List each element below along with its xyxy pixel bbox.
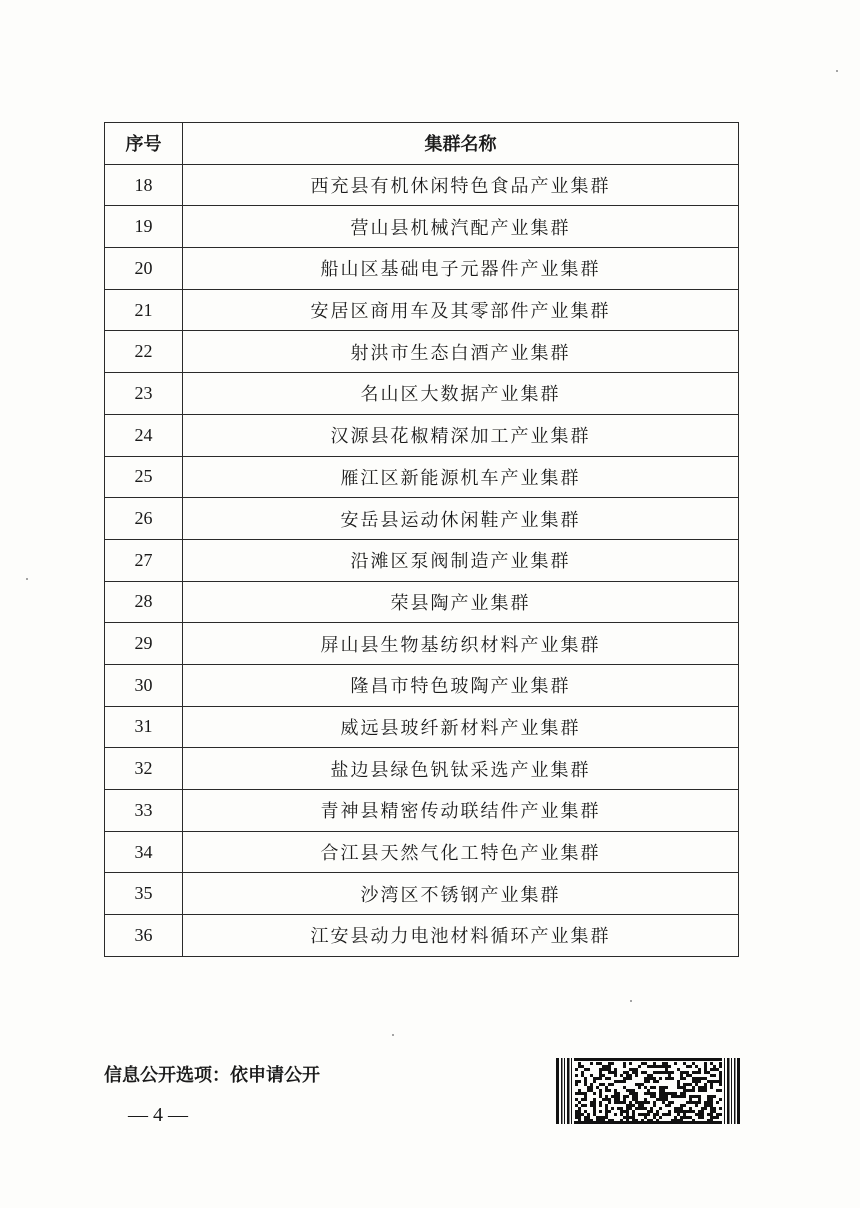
table-row [105,539,739,581]
row-index: 26 [105,498,183,540]
table-body [105,164,739,956]
table-row [105,373,739,415]
row-index: 22 [105,331,183,373]
row-cluster-name: 名山区大数据产业集群 [183,373,739,415]
table-row [105,331,739,373]
row-cluster-name: 沙湾区不锈钢产业集群 [183,873,739,915]
row-cluster-name: 沿滩区泵阀制造产业集群 [183,539,739,581]
row-index: 21 [105,289,183,331]
row-cluster-name: 合江县天然气化工特色产业集群 [183,831,739,873]
table-row [105,289,739,331]
row-cluster-name: 汉源县花椒精深加工产业集群 [183,414,739,456]
2d-barcode-icon [556,1058,740,1124]
row-index: 29 [105,623,183,665]
table-row [105,206,739,248]
scan-speck [630,1000,632,1002]
table-row [105,498,739,540]
table-row [105,414,739,456]
row-index: 19 [105,206,183,248]
header-index: 序号 [105,123,183,165]
row-index: 33 [105,790,183,832]
row-index: 25 [105,456,183,498]
row-index: 35 [105,873,183,915]
row-cluster-name: 雁江区新能源机车产业集群 [183,456,739,498]
row-index: 18 [105,164,183,206]
row-cluster-name: 船山区基础电子元器件产业集群 [183,248,739,290]
table-row [105,748,739,790]
table-row [105,456,739,498]
row-index: 28 [105,581,183,623]
row-cluster-name: 荣县陶产业集群 [183,581,739,623]
row-index: 20 [105,248,183,290]
scan-speck [836,70,838,72]
table-row [105,790,739,832]
table-row [105,915,739,957]
disclosure-option: 信息公开选项：依申请公开 [104,1065,320,1086]
table-row [105,873,739,915]
row-cluster-name: 青神县精密传动联结件产业集群 [183,790,739,832]
table-row [105,581,739,623]
row-cluster-name: 射洪市生态白酒产业集群 [183,331,739,373]
table-header-row [105,123,739,165]
header-name: 集群名称 [183,123,739,165]
table-row [105,164,739,206]
row-cluster-name: 西充县有机休闲特色食品产业集群 [183,164,739,206]
row-index: 23 [105,373,183,415]
table-row [105,623,739,665]
row-cluster-name: 屏山县生物基纺织材料产业集群 [183,623,739,665]
row-index: 31 [105,706,183,748]
row-cluster-name: 江安县动力电池材料循环产业集群 [183,915,739,957]
scan-speck [392,1034,394,1036]
row-cluster-name: 安岳县运动休闲鞋产业集群 [183,498,739,540]
row-cluster-name: 隆昌市特色玻陶产业集群 [183,664,739,706]
table-row [105,706,739,748]
table-row [105,664,739,706]
row-index: 36 [105,915,183,957]
row-index: 27 [105,539,183,581]
row-index: 34 [105,831,183,873]
cluster-table [104,122,739,957]
row-cluster-name: 营山县机械汽配产业集群 [183,206,739,248]
row-cluster-name: 安居区商用车及其零部件产业集群 [183,289,739,331]
table-row [105,248,739,290]
row-cluster-name: 威远县玻纤新材料产业集群 [183,706,739,748]
row-index: 32 [105,748,183,790]
page-number: — 4 — [128,1104,188,1126]
scan-speck [26,578,28,580]
table-row [105,831,739,873]
row-cluster-name: 盐边县绿色钒钛采选产业集群 [183,748,739,790]
row-index: 30 [105,664,183,706]
row-index: 24 [105,414,183,456]
